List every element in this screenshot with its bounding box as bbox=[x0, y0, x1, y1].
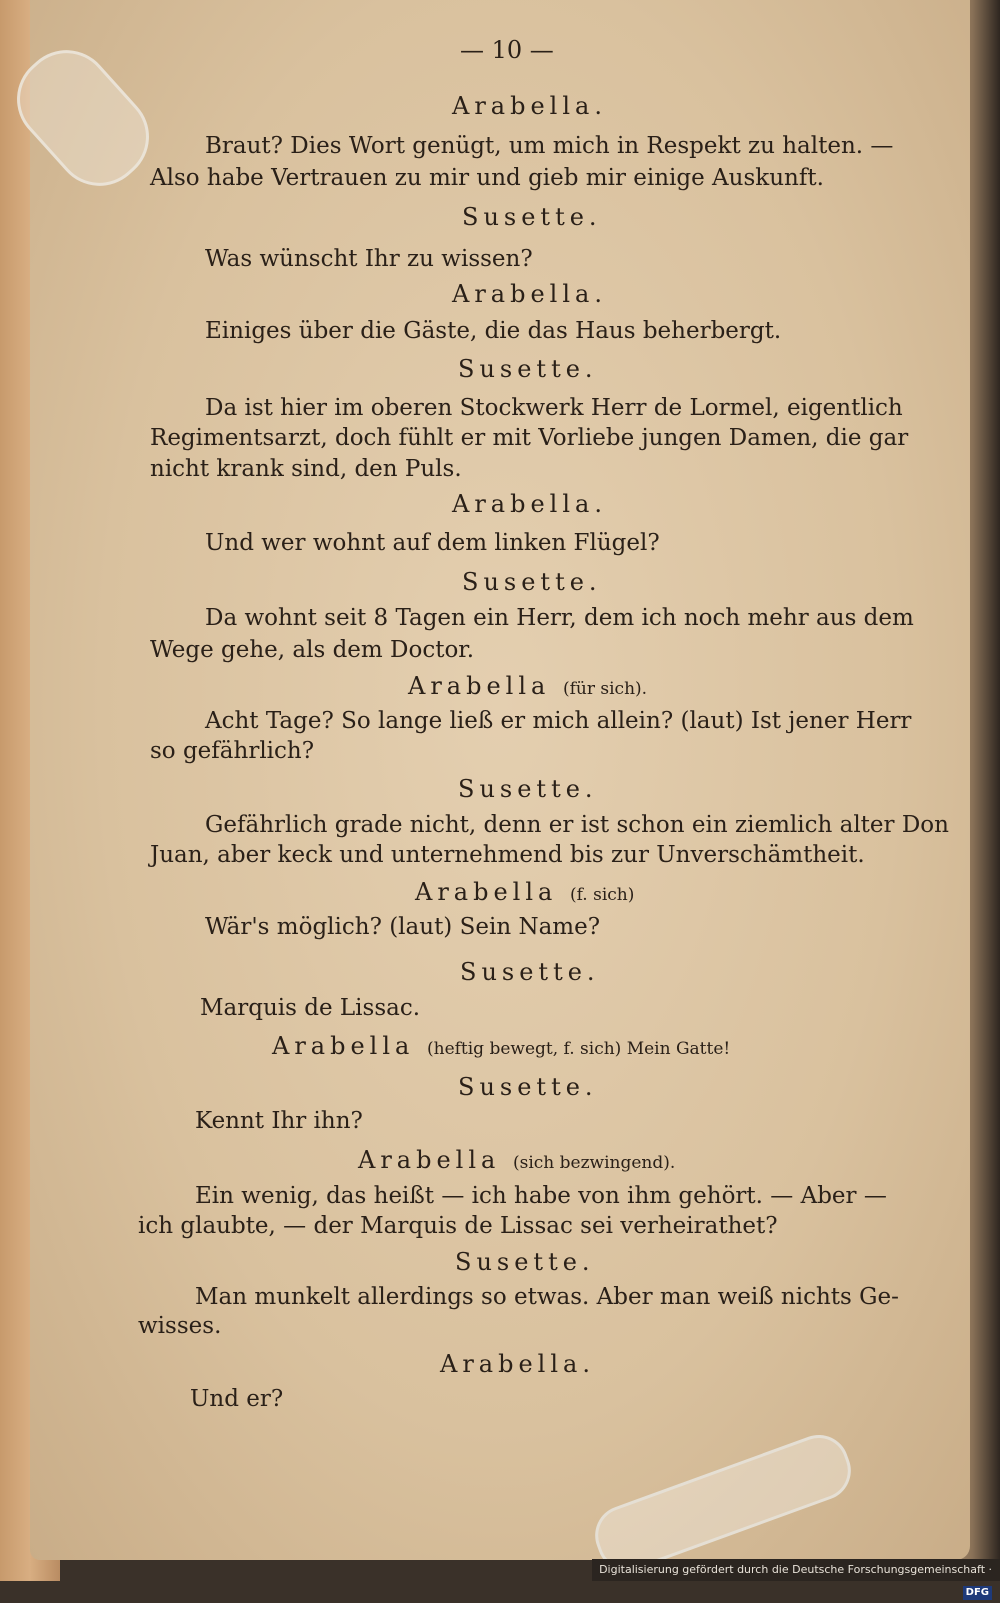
text-line: Juan, aber keck und unternehmend bis zur Unverschämtheit. bbox=[150, 842, 865, 868]
text-line: nicht krank sind, den Puls. bbox=[150, 456, 462, 482]
speaker-name: Arabella. bbox=[452, 92, 607, 120]
text-line: Regimentsarzt, doch fühlt er mit Vorliebe jungen Damen, die gar bbox=[150, 425, 909, 451]
speaker-name: Arabella (sich bezwingend). bbox=[358, 1146, 676, 1174]
speaker-name: Arabella. bbox=[452, 490, 607, 518]
text-line: Braut? Dies Wort genügt, um mich in Respekt zu halten. — bbox=[205, 133, 894, 159]
speaker-name: Susette. bbox=[458, 1073, 598, 1101]
speaker-name: Arabella (f. sich) bbox=[415, 878, 635, 906]
dfg-logo: DFG bbox=[963, 1586, 992, 1600]
speaker-name: Susette. bbox=[455, 1248, 595, 1276]
text-line: Ein wenig, das heißt — ich habe von ihm gehört. — Aber — bbox=[195, 1183, 887, 1209]
text-line: Acht Tage? So lange ließ er mich allein? (laut) Ist jener Herr bbox=[205, 708, 912, 734]
text-line: Wär's möglich? (laut) Sein Name? bbox=[205, 914, 601, 940]
text-line: Was wünscht Ihr zu wissen? bbox=[205, 246, 533, 272]
text-line: wisses. bbox=[138, 1313, 222, 1339]
page-number: — 10 — bbox=[460, 36, 554, 64]
speaker-name: Arabella. bbox=[440, 1350, 595, 1378]
paper-clip-bottom bbox=[587, 1427, 860, 1580]
digitization-credit-footer bbox=[592, 1559, 1000, 1598]
text-line: Marquis de Lissac. bbox=[200, 995, 421, 1021]
text-line: Und wer wohnt auf dem linken Flügel? bbox=[205, 530, 660, 556]
stage-direction: (sich bezwingend). bbox=[512, 1153, 676, 1173]
text-line: Da ist hier im oberen Stockwerk Herr de Lormel, eigentlich bbox=[205, 395, 903, 421]
text-line: Kennt Ihr ihn? bbox=[195, 1108, 363, 1134]
speaker-name: Susette. bbox=[462, 568, 602, 596]
speaker-name: Susette. bbox=[460, 958, 600, 986]
speaker-name: Susette. bbox=[458, 355, 598, 383]
stage-direction: (heftig bewegt, f. sich) Mein Gatte! bbox=[426, 1039, 731, 1059]
stage-direction: (für sich). bbox=[562, 679, 648, 699]
text-line: Und er? bbox=[190, 1386, 284, 1412]
credit-text: Digitalisierung gefördert durch die Deutsche Forschungsgemeinschaft · bbox=[599, 1563, 992, 1576]
text-line: so gefährlich? bbox=[150, 738, 315, 764]
text-line: Man munkelt allerdings so etwas. Aber man weiß nichts Ge- bbox=[195, 1284, 899, 1310]
speaker-name: Susette. bbox=[458, 775, 598, 803]
speaker-name: Arabella (heftig bewegt, f. sich) Mein Gatte! bbox=[272, 1032, 731, 1060]
speaker-name: Arabella. bbox=[452, 280, 607, 308]
text-line: Einiges über die Gäste, die das Haus beherbergt. bbox=[205, 318, 782, 344]
text-line: Wege gehe, als dem Doctor. bbox=[150, 637, 475, 663]
text-line: Also habe Vertrauen zu mir und gieb mir einige Auskunft. bbox=[150, 165, 824, 191]
speaker-name: Susette. bbox=[462, 203, 602, 231]
stage-direction: (f. sich) bbox=[569, 885, 635, 905]
text-line: Gefährlich grade nicht, denn er ist schon ein ziemlich alter Don bbox=[205, 812, 949, 838]
text-line: Da wohnt seit 8 Tagen ein Herr, dem ich noch mehr aus dem bbox=[205, 605, 914, 631]
text-line: ich glaubte, — der Marquis de Lissac sei verheirathet? bbox=[138, 1213, 778, 1239]
speaker-name: Arabella (für sich). bbox=[408, 672, 648, 700]
